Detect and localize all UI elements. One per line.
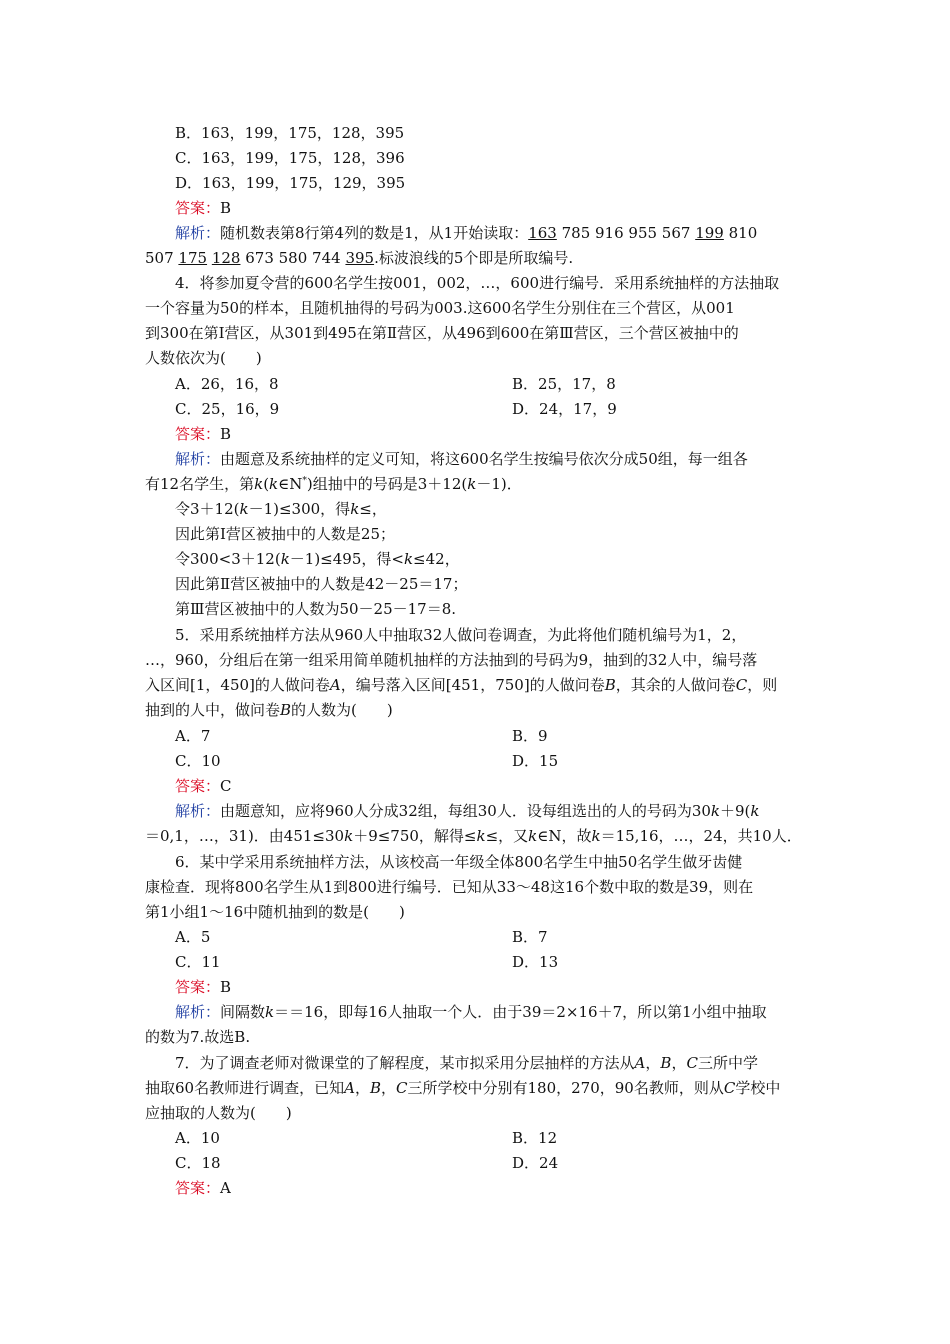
q6-options-row-1 [175,926,548,948]
q5-stem-line-3 [145,674,777,696]
variable: C [735,676,748,694]
q5-explanation-line-2 [145,825,802,847]
variable: B [280,701,292,719]
q7-options-row-2 [175,1152,559,1174]
text: 抽取60名教师进行调查，已知 [145,1079,345,1097]
answer-value: B [220,199,232,217]
q3-option-c: C．163，199，175，128，396 [175,149,405,167]
variable: k [750,802,760,820]
superscript: * [302,476,307,486]
variable: B [604,676,616,694]
text: ≤42， [413,550,460,568]
text: －1)≤495，得< [289,550,404,568]
variable: k [528,827,538,845]
text: －1)≤300，得 [248,500,351,518]
variable: k [254,475,264,493]
q4-options-row-2 [175,398,617,420]
text: 令3＋12( [175,500,240,518]
q5-stem-line-2: …，960，分组后在第一组采用简单随机抽样的方法抽到的号码为9，抽到的32人中，编号落 [145,651,758,669]
answer-label: 答案： [175,199,221,217]
q5-explanation-line-1 [175,800,760,822]
selected-number: 175 [178,249,208,267]
selected-number: 128 [211,249,241,267]
text: ，编号落入区间[451，750]的人做问卷 [340,676,605,694]
q4-explanation-line-2 [145,473,522,495]
text: ( [263,475,270,493]
q4-explanation-line-6: 因此第Ⅱ营区被抽中的人数是42－25＝17； [175,575,468,593]
text: 的人数为( ) [291,701,393,719]
q5-stem-line-4 [145,699,393,721]
text: ，其余的人做问卷 [615,676,736,694]
q4-stem-line-2: 一个容量为50的样本，且随机抽得的号码为003.这600名学生分别住在三个营区，从001 [145,299,735,317]
q5-options-row-1 [175,725,548,747]
text: ， [354,1079,370,1097]
option-b: B．25，17，8 [512,375,616,393]
q3-option-d: D．163，199，175，129，395 [175,174,406,192]
variable: k [265,1003,275,1021]
option-c: C．25，16，9 [175,400,280,418]
variable: C [723,1079,736,1097]
text: 由题意及系统抽样的定义可知，将这600名学生按编号依次分成50组，每一组各 [220,450,748,468]
text: ， [380,1079,396,1097]
q6-explanation-line-1 [175,1001,767,1023]
text: 三所学校中分别有180，270，90名教师，则从 [407,1079,724,1097]
text: ， [645,1054,661,1072]
q3-option-b: B．163，199，175，128，395 [175,124,405,142]
text: 随机数表第8行第4列的数是1，从1开始读取： [220,224,529,242]
text: ≤， [359,500,387,518]
option-b: B．9 [512,727,548,745]
variable: k [269,475,279,493]
q7-stem-line-1 [175,1052,758,1074]
option-b: B．7 [512,928,548,946]
variable: A [329,676,341,694]
variable: k [467,475,477,493]
q7-answer [175,1177,231,1199]
option-d: D．15 [512,752,559,770]
answer-value: B [220,425,232,443]
answer-label: 答案： [175,978,221,996]
explanation-label: 解析： [175,224,221,242]
q6-stem-line-2: 康检查．现将800名学生从1到800进行编号．已知从33～48这16个数中取的数是39，则在 [145,878,754,896]
q5-answer [175,775,232,797]
q7-stem-line-2 [145,1077,780,1099]
q7-stem-line-3: 应抽取的人数为( ) [145,1104,292,1122]
variable: k [403,550,414,568]
text: 入区间[1，450]的人做问卷 [145,676,330,694]
option-a: A．10 [175,1129,220,1147]
q6-explanation-line-2: 的数为7.故选B. [145,1028,251,1046]
q5-options-row-2 [175,750,559,772]
text: 785 916 955 567 [556,224,696,242]
option-d: D．24 [512,1154,559,1172]
text: ，则 [747,676,778,694]
answer-value: A [220,1179,231,1197]
explanation-label: 解析： [175,450,221,468]
option-a: A．5 [175,928,211,946]
option-d: D．13 [512,953,559,971]
q4-explanation-line-4: 因此第Ⅰ营区被抽中的人数是25； [175,525,396,543]
q4-options-row-1 [175,373,616,395]
selected-number: 163 [528,224,557,242]
option-c: C．11 [175,953,221,971]
text: 三所中学 [697,1054,758,1072]
variable: k [710,802,721,820]
q4-explanation-line-1 [175,448,748,470]
variable: A [634,1054,646,1072]
answer-value: B [220,978,232,996]
explanation-label: 解析： [175,1003,221,1021]
variable: C [396,1079,408,1097]
option-b: B．12 [512,1129,558,1147]
text: .标波浪线的5个即是所取编号. [374,249,574,267]
variable: k [280,550,290,568]
option-a: A．26，16，8 [175,375,279,393]
selected-number: 395 [345,249,375,267]
variable: B [369,1079,381,1097]
answer-label: 答案： [175,1179,221,1197]
text: 令300<3＋12( [175,550,281,568]
variable: k [350,500,360,518]
option-c: C．10 [175,752,221,770]
q3-answer [175,197,231,219]
text: 7．为了调查老师对微课堂的了解程度，某市拟采用分层抽样的方法从 [175,1054,635,1072]
text: ＋9≤750，解得≤ [353,827,477,845]
variable: k [591,827,601,845]
q4-stem-line-1: 4．将参加夏令营的600名学生按001，002，…，600进行编号．采用系统抽样的方法抽取 [175,274,780,292]
text: ∈N，故 [537,827,592,845]
text: 间隔数 [220,1003,266,1021]
text: 抽到的人中，做问卷 [145,701,281,719]
option-a: A．7 [175,727,211,745]
variable: B [660,1054,672,1072]
q4-explanation-line-7: 第Ⅲ营区被抽中的人数为50－25－17＝8. [175,600,457,618]
answer-value: C [220,777,232,795]
text: 有12名学生，第 [145,475,255,493]
text: )组抽中的号码是3＋12( [306,475,468,493]
text: ＝0,1，…，31)．由451≤30 [145,827,345,845]
q3-explanation-line-2 [145,247,573,269]
q6-answer [175,976,231,998]
q4-answer [175,423,231,445]
text: ＝＝16，即每16人抽取一个人．由于39＝2×16＋7，所以第1小组中抽取 [274,1003,767,1021]
text: 学校中 [735,1079,781,1097]
text: ＋9( [720,802,751,820]
text: 由题意知，应将960人分成32组，每组30人．设每组选出的人的号码为30 [220,802,711,820]
q3-explanation-line-1 [175,222,757,244]
text: ， [671,1054,687,1072]
q6-stem-line-1: 6．某中学采用系统抽样方法，从该校高一年级全体800名学生中抽50名学生做牙齿健 [175,853,743,871]
q4-explanation-line-5 [175,548,460,570]
answer-label: 答案： [175,777,221,795]
selected-number: 199 [695,224,724,242]
q6-options-row-2 [175,951,559,973]
variable: k [476,827,486,845]
text: ≤，又 [485,827,529,845]
text: 810 [723,224,758,242]
text: 507 [145,249,179,267]
q4-explanation-line-3 [175,498,387,520]
q6-stem-line-3: 第1小组1～16中随机抽到的数是( ) [145,903,405,921]
text: 673 580 744 [240,249,346,267]
option-c: C．18 [175,1154,221,1172]
q5-stem-line-1: 5．采用系统抽样方法从960人中抽取32人做问卷调查，为此将他们随机编号为1，2， [175,626,747,644]
variable: k [344,827,354,845]
q7-options-row-1 [175,1127,558,1149]
q4-stem-line-3: 到300在第Ⅰ营区，从301到495在第Ⅱ营区，从496到600在第Ⅲ营区，三个营区被抽中的 [145,324,739,342]
variable: A [344,1079,355,1097]
variable: C [686,1054,698,1072]
text: ∈N [278,475,303,493]
q4-stem-line-4: 人数依次为( ) [145,349,262,367]
answer-label: 答案： [175,425,221,443]
text: －1)． [476,475,522,493]
variable: k [239,500,249,518]
option-d: D．24，17，9 [512,400,617,418]
explanation-label: 解析： [175,802,221,820]
text: ＝15,16，…，24，共10人． [600,827,802,845]
